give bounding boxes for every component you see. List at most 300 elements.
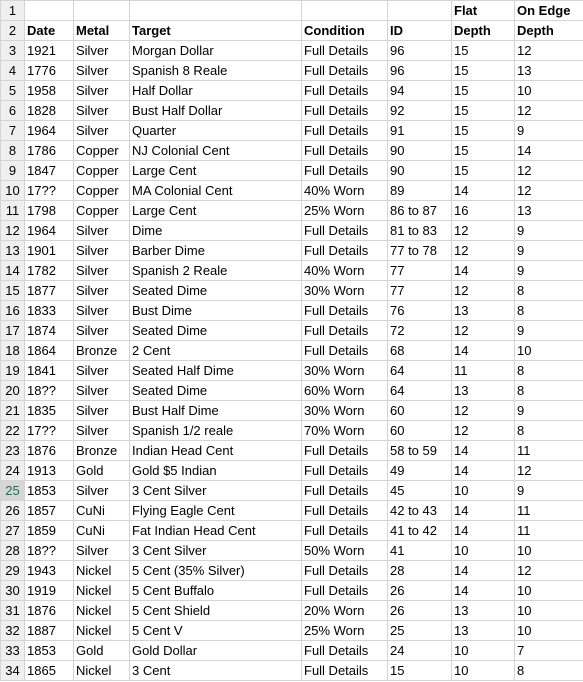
flat-depth-cell[interactable]: 10 <box>452 481 515 501</box>
table-row <box>1 241 583 261</box>
row-header[interactable]: 26 <box>1 501 25 521</box>
onedge-depth-cell[interactable]: 12 <box>515 41 583 61</box>
onedge-depth-header[interactable]: Depth <box>515 21 583 41</box>
flat-depth-cell[interactable]: 12 <box>452 281 515 301</box>
row-header[interactable]: 11 <box>1 201 25 221</box>
metal-cell[interactable]: Silver <box>74 321 130 341</box>
metal-cell[interactable]: Silver <box>74 221 130 241</box>
onedge-depth-header-top[interactable]: On Edge <box>515 1 583 21</box>
table-row <box>1 361 583 381</box>
date-cell[interactable]: 1876 <box>25 441 74 461</box>
condition-cell[interactable]: 25% Worn <box>302 201 388 221</box>
id-cell[interactable]: 42 to 43 <box>388 501 452 521</box>
date-cell[interactable]: 1828 <box>25 101 74 121</box>
row-header[interactable]: 31 <box>1 601 25 621</box>
id-cell[interactable]: 96 <box>388 61 452 81</box>
metal-cell[interactable]: Silver <box>74 241 130 261</box>
id-cell[interactable]: 58 to 59 <box>388 441 452 461</box>
target-cell[interactable]: 5 Cent V <box>130 621 302 641</box>
condition-cell[interactable]: Full Details <box>302 81 388 101</box>
id-header[interactable]: ID <box>388 21 452 41</box>
row-header[interactable]: 15 <box>1 281 25 301</box>
table-row <box>1 201 583 221</box>
onedge-depth-cell[interactable]: 12 <box>515 101 583 121</box>
date-cell[interactable]: 18?? <box>25 541 74 561</box>
metal-cell[interactable]: Copper <box>74 201 130 221</box>
flat-depth-header[interactable]: Depth <box>452 21 515 41</box>
target-cell[interactable]: Indian Head Cent <box>130 441 302 461</box>
flat-depth-cell[interactable]: 10 <box>452 661 515 681</box>
flat-depth-cell[interactable]: 14 <box>452 181 515 201</box>
id-cell[interactable]: 96 <box>388 41 452 61</box>
id-cell[interactable]: 90 <box>388 141 452 161</box>
metal-cell[interactable]: Gold <box>74 641 130 661</box>
condition-cell[interactable]: 20% Worn <box>302 601 388 621</box>
onedge-depth-cell[interactable]: 14 <box>515 141 583 161</box>
cell[interactable] <box>388 1 452 21</box>
row-header[interactable]: 27 <box>1 521 25 541</box>
target-cell[interactable]: Bust Half Dime <box>130 401 302 421</box>
id-cell[interactable]: 28 <box>388 561 452 581</box>
id-cell[interactable]: 94 <box>388 81 452 101</box>
condition-cell[interactable]: 30% Worn <box>302 401 388 421</box>
date-cell[interactable]: 17?? <box>25 181 74 201</box>
table-row <box>1 381 583 401</box>
target-cell[interactable]: 3 Cent <box>130 661 302 681</box>
row-header[interactable]: 2 <box>1 21 25 41</box>
id-cell[interactable]: 77 <box>388 281 452 301</box>
target-cell[interactable]: Half Dollar <box>130 81 302 101</box>
flat-depth-cell[interactable]: 10 <box>452 641 515 661</box>
condition-cell[interactable]: Full Details <box>302 121 388 141</box>
onedge-depth-cell[interactable]: 9 <box>515 481 583 501</box>
metal-cell[interactable]: Silver <box>74 101 130 121</box>
target-cell[interactable]: Large Cent <box>130 201 302 221</box>
condition-cell[interactable]: Full Details <box>302 221 388 241</box>
condition-cell[interactable]: 40% Worn <box>302 181 388 201</box>
onedge-depth-cell[interactable]: 10 <box>515 581 583 601</box>
table-row <box>1 481 583 501</box>
flat-depth-cell[interactable]: 13 <box>452 601 515 621</box>
table-row <box>1 621 583 641</box>
row-header[interactable]: 21 <box>1 401 25 421</box>
onedge-depth-cell[interactable]: 11 <box>515 441 583 461</box>
target-cell[interactable]: Flying Eagle Cent <box>130 501 302 521</box>
row-header[interactable]: 17 <box>1 321 25 341</box>
id-cell[interactable]: 41 <box>388 541 452 561</box>
target-cell[interactable]: Spanish 8 Reale <box>130 61 302 81</box>
date-cell[interactable]: 1921 <box>25 41 74 61</box>
id-cell[interactable]: 45 <box>388 481 452 501</box>
onedge-depth-cell[interactable]: 10 <box>515 81 583 101</box>
id-cell[interactable]: 24 <box>388 641 452 661</box>
condition-cell[interactable]: 40% Worn <box>302 261 388 281</box>
condition-cell[interactable]: Full Details <box>302 481 388 501</box>
id-cell[interactable]: 77 to 78 <box>388 241 452 261</box>
condition-cell[interactable]: Full Details <box>302 301 388 321</box>
onedge-depth-cell[interactable]: 12 <box>515 561 583 581</box>
metal-cell[interactable]: Bronze <box>74 441 130 461</box>
table-row <box>1 641 583 661</box>
onedge-depth-cell[interactable]: 8 <box>515 381 583 401</box>
row-header[interactable]: 24 <box>1 461 25 481</box>
id-cell[interactable]: 26 <box>388 601 452 621</box>
metal-cell[interactable]: Silver <box>74 61 130 81</box>
condition-cell[interactable]: Full Details <box>302 461 388 481</box>
condition-cell[interactable]: 70% Worn <box>302 421 388 441</box>
date-cell[interactable]: 1865 <box>25 661 74 681</box>
date-cell[interactable]: 1857 <box>25 501 74 521</box>
date-cell[interactable]: 1847 <box>25 161 74 181</box>
row-header[interactable]: 4 <box>1 61 25 81</box>
date-cell[interactable]: 1853 <box>25 481 74 501</box>
flat-depth-cell[interactable]: 12 <box>452 401 515 421</box>
onedge-depth-cell[interactable]: 12 <box>515 181 583 201</box>
flat-depth-cell[interactable]: 15 <box>452 141 515 161</box>
condition-cell[interactable]: 60% Worn <box>302 381 388 401</box>
target-cell[interactable]: 3 Cent Silver <box>130 481 302 501</box>
row-header[interactable]: 25 <box>1 481 25 501</box>
onedge-depth-cell[interactable]: 9 <box>515 121 583 141</box>
date-cell[interactable]: 1798 <box>25 201 74 221</box>
row-header[interactable]: 23 <box>1 441 25 461</box>
header-row-2 <box>1 21 583 41</box>
metal-cell[interactable]: Silver <box>74 261 130 281</box>
row-header[interactable]: 18 <box>1 341 25 361</box>
flat-depth-cell[interactable]: 15 <box>452 81 515 101</box>
condition-cell[interactable]: Full Details <box>302 321 388 341</box>
onedge-depth-cell[interactable]: 13 <box>515 61 583 81</box>
flat-depth-cell[interactable]: 14 <box>452 521 515 541</box>
condition-cell[interactable]: Full Details <box>302 661 388 681</box>
flat-depth-cell[interactable]: 14 <box>452 581 515 601</box>
date-cell[interactable]: 1901 <box>25 241 74 261</box>
target-cell[interactable]: MA Colonial Cent <box>130 181 302 201</box>
flat-depth-cell[interactable]: 12 <box>452 221 515 241</box>
condition-header[interactable]: Condition <box>302 21 388 41</box>
onedge-depth-cell[interactable]: 10 <box>515 341 583 361</box>
flat-depth-cell[interactable]: 16 <box>452 201 515 221</box>
id-cell[interactable]: 49 <box>388 461 452 481</box>
condition-cell[interactable]: Full Details <box>302 561 388 581</box>
onedge-depth-cell[interactable]: 11 <box>515 521 583 541</box>
metal-cell[interactable]: Silver <box>74 121 130 141</box>
target-cell[interactable]: Bust Half Dollar <box>130 101 302 121</box>
row-header[interactable]: 9 <box>1 161 25 181</box>
flat-depth-cell[interactable]: 10 <box>452 541 515 561</box>
row-header[interactable]: 10 <box>1 181 25 201</box>
date-cell[interactable]: 1776 <box>25 61 74 81</box>
row-header[interactable]: 1 <box>1 1 25 21</box>
target-cell[interactable]: Large Cent <box>130 161 302 181</box>
flat-depth-cell[interactable]: 14 <box>452 261 515 281</box>
target-cell[interactable]: NJ Colonial Cent <box>130 141 302 161</box>
row-header[interactable]: 8 <box>1 141 25 161</box>
row-header[interactable]: 6 <box>1 101 25 121</box>
onedge-depth-cell[interactable]: 9 <box>515 401 583 421</box>
target-cell[interactable]: 2 Cent <box>130 341 302 361</box>
onedge-depth-cell[interactable]: 8 <box>515 421 583 441</box>
row-header[interactable]: 30 <box>1 581 25 601</box>
table-row <box>1 101 583 121</box>
target-cell[interactable]: Morgan Dollar <box>130 41 302 61</box>
date-header[interactable]: Date <box>25 21 74 41</box>
metal-cell[interactable]: Silver <box>74 81 130 101</box>
flat-depth-cell[interactable]: 14 <box>452 461 515 481</box>
onedge-depth-cell[interactable]: 8 <box>515 661 583 681</box>
id-cell[interactable]: 90 <box>388 161 452 181</box>
id-cell[interactable]: 64 <box>388 361 452 381</box>
condition-cell[interactable]: Full Details <box>302 161 388 181</box>
condition-cell[interactable]: Full Details <box>302 341 388 361</box>
row-header[interactable]: 5 <box>1 81 25 101</box>
target-cell[interactable]: Gold $5 Indian <box>130 461 302 481</box>
cell[interactable] <box>25 1 74 21</box>
onedge-depth-cell[interactable]: 9 <box>515 321 583 341</box>
id-cell[interactable]: 76 <box>388 301 452 321</box>
table-row <box>1 401 583 421</box>
date-cell[interactable]: 1853 <box>25 641 74 661</box>
target-cell[interactable]: 3 Cent Silver <box>130 541 302 561</box>
flat-depth-cell[interactable]: 14 <box>452 501 515 521</box>
condition-cell[interactable]: Full Details <box>302 521 388 541</box>
row-header[interactable]: 20 <box>1 381 25 401</box>
condition-cell[interactable]: 25% Worn <box>302 621 388 641</box>
metal-cell[interactable]: Nickel <box>74 561 130 581</box>
table-row <box>1 301 583 321</box>
row-header[interactable]: 7 <box>1 121 25 141</box>
condition-cell[interactable]: Full Details <box>302 501 388 521</box>
metal-cell[interactable]: Nickel <box>74 601 130 621</box>
metal-cell[interactable]: Nickel <box>74 661 130 681</box>
onedge-depth-cell[interactable]: 7 <box>515 641 583 661</box>
date-cell[interactable]: 1874 <box>25 321 74 341</box>
row-header[interactable]: 34 <box>1 661 25 681</box>
onedge-depth-cell[interactable]: 9 <box>515 261 583 281</box>
target-cell[interactable]: Spanish 2 Reale <box>130 261 302 281</box>
onedge-depth-cell[interactable]: 8 <box>515 281 583 301</box>
flat-depth-cell[interactable]: 13 <box>452 621 515 641</box>
date-cell[interactable]: 1786 <box>25 141 74 161</box>
row-header[interactable]: 29 <box>1 561 25 581</box>
cell[interactable] <box>74 1 130 21</box>
metal-cell[interactable]: Gold <box>74 461 130 481</box>
flat-depth-cell[interactable]: 11 <box>452 361 515 381</box>
onedge-depth-cell[interactable]: 10 <box>515 601 583 621</box>
row-header[interactable]: 19 <box>1 361 25 381</box>
condition-cell[interactable]: 30% Worn <box>302 281 388 301</box>
row-header[interactable]: 28 <box>1 541 25 561</box>
table-row <box>1 281 583 301</box>
table-row <box>1 141 583 161</box>
flat-depth-cell[interactable]: 14 <box>452 441 515 461</box>
condition-cell[interactable]: 50% Worn <box>302 541 388 561</box>
id-cell[interactable]: 72 <box>388 321 452 341</box>
metal-header[interactable]: Metal <box>74 21 130 41</box>
target-cell[interactable]: Bust Dime <box>130 301 302 321</box>
metal-cell[interactable]: Silver <box>74 41 130 61</box>
date-cell[interactable]: 1913 <box>25 461 74 481</box>
flat-depth-cell[interactable]: 15 <box>452 121 515 141</box>
table-row <box>1 421 583 441</box>
table-row <box>1 41 583 61</box>
metal-cell[interactable]: Nickel <box>74 621 130 641</box>
target-header[interactable]: Target <box>130 21 302 41</box>
onedge-depth-cell[interactable]: 8 <box>515 361 583 381</box>
date-cell[interactable]: 1835 <box>25 401 74 421</box>
condition-cell[interactable]: Full Details <box>302 141 388 161</box>
date-cell[interactable]: 1876 <box>25 601 74 621</box>
metal-cell[interactable]: Silver <box>74 541 130 561</box>
flat-depth-cell[interactable]: 12 <box>452 321 515 341</box>
date-cell[interactable]: 1864 <box>25 341 74 361</box>
id-cell[interactable]: 60 <box>388 401 452 421</box>
target-cell[interactable]: Seated Dime <box>130 281 302 301</box>
date-cell[interactable]: 18?? <box>25 381 74 401</box>
id-cell[interactable]: 81 to 83 <box>388 221 452 241</box>
row-header[interactable]: 22 <box>1 421 25 441</box>
flat-depth-cell[interactable]: 15 <box>452 161 515 181</box>
onedge-depth-cell[interactable]: 8 <box>515 301 583 321</box>
id-cell[interactable]: 77 <box>388 261 452 281</box>
metal-cell[interactable]: Silver <box>74 401 130 421</box>
date-cell[interactable]: 1919 <box>25 581 74 601</box>
metal-cell[interactable]: Silver <box>74 381 130 401</box>
target-cell[interactable]: 5 Cent Shield <box>130 601 302 621</box>
date-cell[interactable]: 1964 <box>25 121 74 141</box>
table-row <box>1 521 583 541</box>
onedge-depth-cell[interactable]: 13 <box>515 201 583 221</box>
target-cell[interactable]: Spanish 1/2 reale <box>130 421 302 441</box>
date-cell[interactable]: 1964 <box>25 221 74 241</box>
onedge-depth-cell[interactable]: 12 <box>515 161 583 181</box>
date-cell[interactable]: 1859 <box>25 521 74 541</box>
onedge-depth-cell[interactable]: 9 <box>515 221 583 241</box>
table-row <box>1 541 583 561</box>
condition-cell[interactable]: Full Details <box>302 641 388 661</box>
metal-cell[interactable]: CuNi <box>74 501 130 521</box>
onedge-depth-cell[interactable]: 10 <box>515 541 583 561</box>
date-cell[interactable]: 1958 <box>25 81 74 101</box>
date-cell[interactable]: 1782 <box>25 261 74 281</box>
condition-cell[interactable]: 30% Worn <box>302 361 388 381</box>
flat-depth-cell[interactable]: 15 <box>452 61 515 81</box>
flat-depth-cell[interactable]: 15 <box>452 101 515 121</box>
date-cell[interactable]: 1887 <box>25 621 74 641</box>
target-cell[interactable]: 5 Cent Buffalo <box>130 581 302 601</box>
id-cell[interactable]: 26 <box>388 581 452 601</box>
table-row <box>1 81 583 101</box>
id-cell[interactable]: 86 to 87 <box>388 201 452 221</box>
flat-depth-cell[interactable]: 12 <box>452 421 515 441</box>
flat-depth-cell[interactable]: 12 <box>452 241 515 261</box>
table-row <box>1 501 583 521</box>
target-cell[interactable]: Barber Dime <box>130 241 302 261</box>
flat-depth-cell[interactable]: 14 <box>452 561 515 581</box>
id-cell[interactable]: 64 <box>388 381 452 401</box>
flat-depth-cell[interactable]: 14 <box>452 341 515 361</box>
table-row <box>1 261 583 281</box>
target-cell[interactable]: Seated Dime <box>130 381 302 401</box>
row-header[interactable]: 13 <box>1 241 25 261</box>
condition-cell[interactable]: Full Details <box>302 101 388 121</box>
onedge-depth-cell[interactable]: 9 <box>515 241 583 261</box>
id-cell[interactable]: 92 <box>388 101 452 121</box>
id-cell[interactable]: 25 <box>388 621 452 641</box>
metal-cell[interactable]: Bronze <box>74 341 130 361</box>
onedge-depth-cell[interactable]: 10 <box>515 621 583 641</box>
date-cell[interactable]: 1841 <box>25 361 74 381</box>
row-header[interactable]: 3 <box>1 41 25 61</box>
condition-cell[interactable]: Full Details <box>302 41 388 61</box>
table-row <box>1 221 583 241</box>
date-cell[interactable]: 1877 <box>25 281 74 301</box>
metal-cell[interactable]: Copper <box>74 141 130 161</box>
id-cell[interactable]: 60 <box>388 421 452 441</box>
flat-depth-cell[interactable]: 15 <box>452 41 515 61</box>
row-header[interactable]: 16 <box>1 301 25 321</box>
table-row <box>1 321 583 341</box>
onedge-depth-cell[interactable]: 12 <box>515 461 583 481</box>
table-row <box>1 161 583 181</box>
metal-cell[interactable]: Nickel <box>74 581 130 601</box>
onedge-depth-cell[interactable]: 11 <box>515 501 583 521</box>
condition-cell[interactable]: Full Details <box>302 61 388 81</box>
id-cell[interactable]: 91 <box>388 121 452 141</box>
target-cell[interactable]: Seated Half Dime <box>130 361 302 381</box>
table-row <box>1 341 583 361</box>
metal-cell[interactable]: Silver <box>74 481 130 501</box>
metal-cell[interactable]: Silver <box>74 421 130 441</box>
metal-cell[interactable]: Copper <box>74 181 130 201</box>
date-cell[interactable]: 1943 <box>25 561 74 581</box>
flat-depth-cell[interactable]: 13 <box>452 381 515 401</box>
id-cell[interactable]: 68 <box>388 341 452 361</box>
metal-cell[interactable]: Silver <box>74 281 130 301</box>
metal-cell[interactable]: Silver <box>74 361 130 381</box>
target-cell[interactable]: 5 Cent (35% Silver) <box>130 561 302 581</box>
row-header[interactable]: 33 <box>1 641 25 661</box>
table-row <box>1 61 583 81</box>
target-cell[interactable]: Quarter <box>130 121 302 141</box>
date-cell[interactable]: 1833 <box>25 301 74 321</box>
row-header[interactable]: 14 <box>1 261 25 281</box>
target-cell[interactable]: Seated Dime <box>130 321 302 341</box>
row-header[interactable]: 12 <box>1 221 25 241</box>
target-cell[interactable]: Gold Dollar <box>130 641 302 661</box>
id-cell[interactable]: 15 <box>388 661 452 681</box>
metal-cell[interactable]: Silver <box>74 301 130 321</box>
metal-cell[interactable]: CuNi <box>74 521 130 541</box>
row-header[interactable]: 32 <box>1 621 25 641</box>
cell[interactable] <box>302 1 388 21</box>
id-cell[interactable]: 41 to 42 <box>388 521 452 541</box>
target-cell[interactable]: Fat Indian Head Cent <box>130 521 302 541</box>
cell[interactable] <box>130 1 302 21</box>
flat-depth-header-top[interactable]: Flat <box>452 1 515 21</box>
condition-cell[interactable]: Full Details <box>302 241 388 261</box>
id-cell[interactable]: 89 <box>388 181 452 201</box>
metal-cell[interactable]: Copper <box>74 161 130 181</box>
date-cell[interactable]: 17?? <box>25 421 74 441</box>
flat-depth-cell[interactable]: 13 <box>452 301 515 321</box>
header-row-1 <box>1 1 583 21</box>
table-row <box>1 121 583 141</box>
condition-cell[interactable]: Full Details <box>302 581 388 601</box>
table-row <box>1 601 583 621</box>
condition-cell[interactable]: Full Details <box>302 441 388 461</box>
target-cell[interactable]: Dime <box>130 221 302 241</box>
